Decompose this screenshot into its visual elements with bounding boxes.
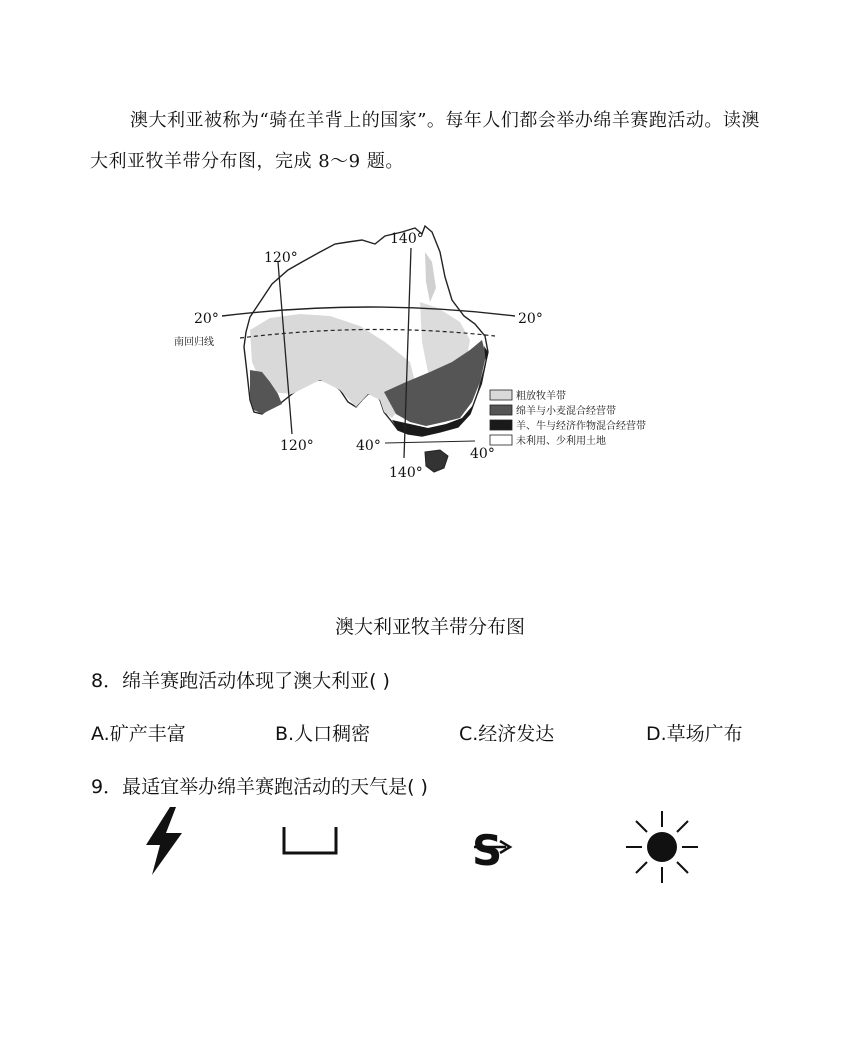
legend-swatch-unused xyxy=(490,435,512,445)
option-d[interactable]: D.草场广布 xyxy=(646,723,743,745)
sandstorm-icon[interactable] xyxy=(470,819,514,877)
option-c[interactable]: C.经济发达 xyxy=(459,723,555,745)
legend-label-sheep-cattle: 羊、牛与经济作物混合经营带 xyxy=(516,421,646,432)
lon-label-140-top: 140° xyxy=(390,231,424,247)
rain-gauge-icon[interactable] xyxy=(280,823,340,863)
map-svg xyxy=(170,222,700,484)
question-8-options xyxy=(91,719,771,743)
option-a[interactable]: A.矿产丰富 xyxy=(91,723,186,745)
intro-paragraph: 澳大利亚被称为“骑在羊背上的国家”。每年人们都会举办绵羊赛跑活动。读澳大利亚牧羊带分布图，完成 8～9 题。 xyxy=(90,110,760,172)
option-b[interactable]: B.人口稠密 xyxy=(275,723,371,745)
lon-label-120-top: 120° xyxy=(264,250,298,266)
question-8-stem: 8．绵羊赛跑活动体现了澳大利亚( ) xyxy=(91,670,390,692)
svg-text:S: S xyxy=(472,826,503,873)
lightning-icon[interactable] xyxy=(140,805,186,881)
tasmania-outline xyxy=(425,450,448,472)
lat-label-20-right: 20° xyxy=(518,311,543,327)
latitude-40-line xyxy=(385,441,475,443)
legend-label-sheep-wheat: 绵羊与小麦混合经营带 xyxy=(516,406,616,417)
tropic-label: 南回归线 xyxy=(174,337,214,348)
lat-label-40-right: 40° xyxy=(470,446,495,462)
lon-label-120-bottom: 120° xyxy=(280,438,314,454)
lat-label-40-left: 40° xyxy=(356,438,381,454)
question-9-weather-icons xyxy=(0,805,860,885)
sunny-icon[interactable] xyxy=(624,809,700,889)
legend-swatch-grazing xyxy=(490,390,512,400)
question-9-stem: 9．最适宜举办绵羊赛跑活动的天气是( ) xyxy=(91,776,428,798)
legend-swatch-sheep-wheat xyxy=(490,405,512,415)
map-caption: 澳大利亚牧羊带分布图 xyxy=(334,616,525,638)
legend-label-grazing: 粗放牧羊带 xyxy=(516,391,566,402)
lat-label-20-left: 20° xyxy=(194,311,219,327)
lon-label-140-bottom: 140° xyxy=(389,465,423,481)
legend-label-unused: 未利用、少利用土地 xyxy=(516,436,606,447)
australia-sheep-belt-map xyxy=(170,222,700,484)
legend-swatch-sheep-cattle xyxy=(490,420,512,430)
